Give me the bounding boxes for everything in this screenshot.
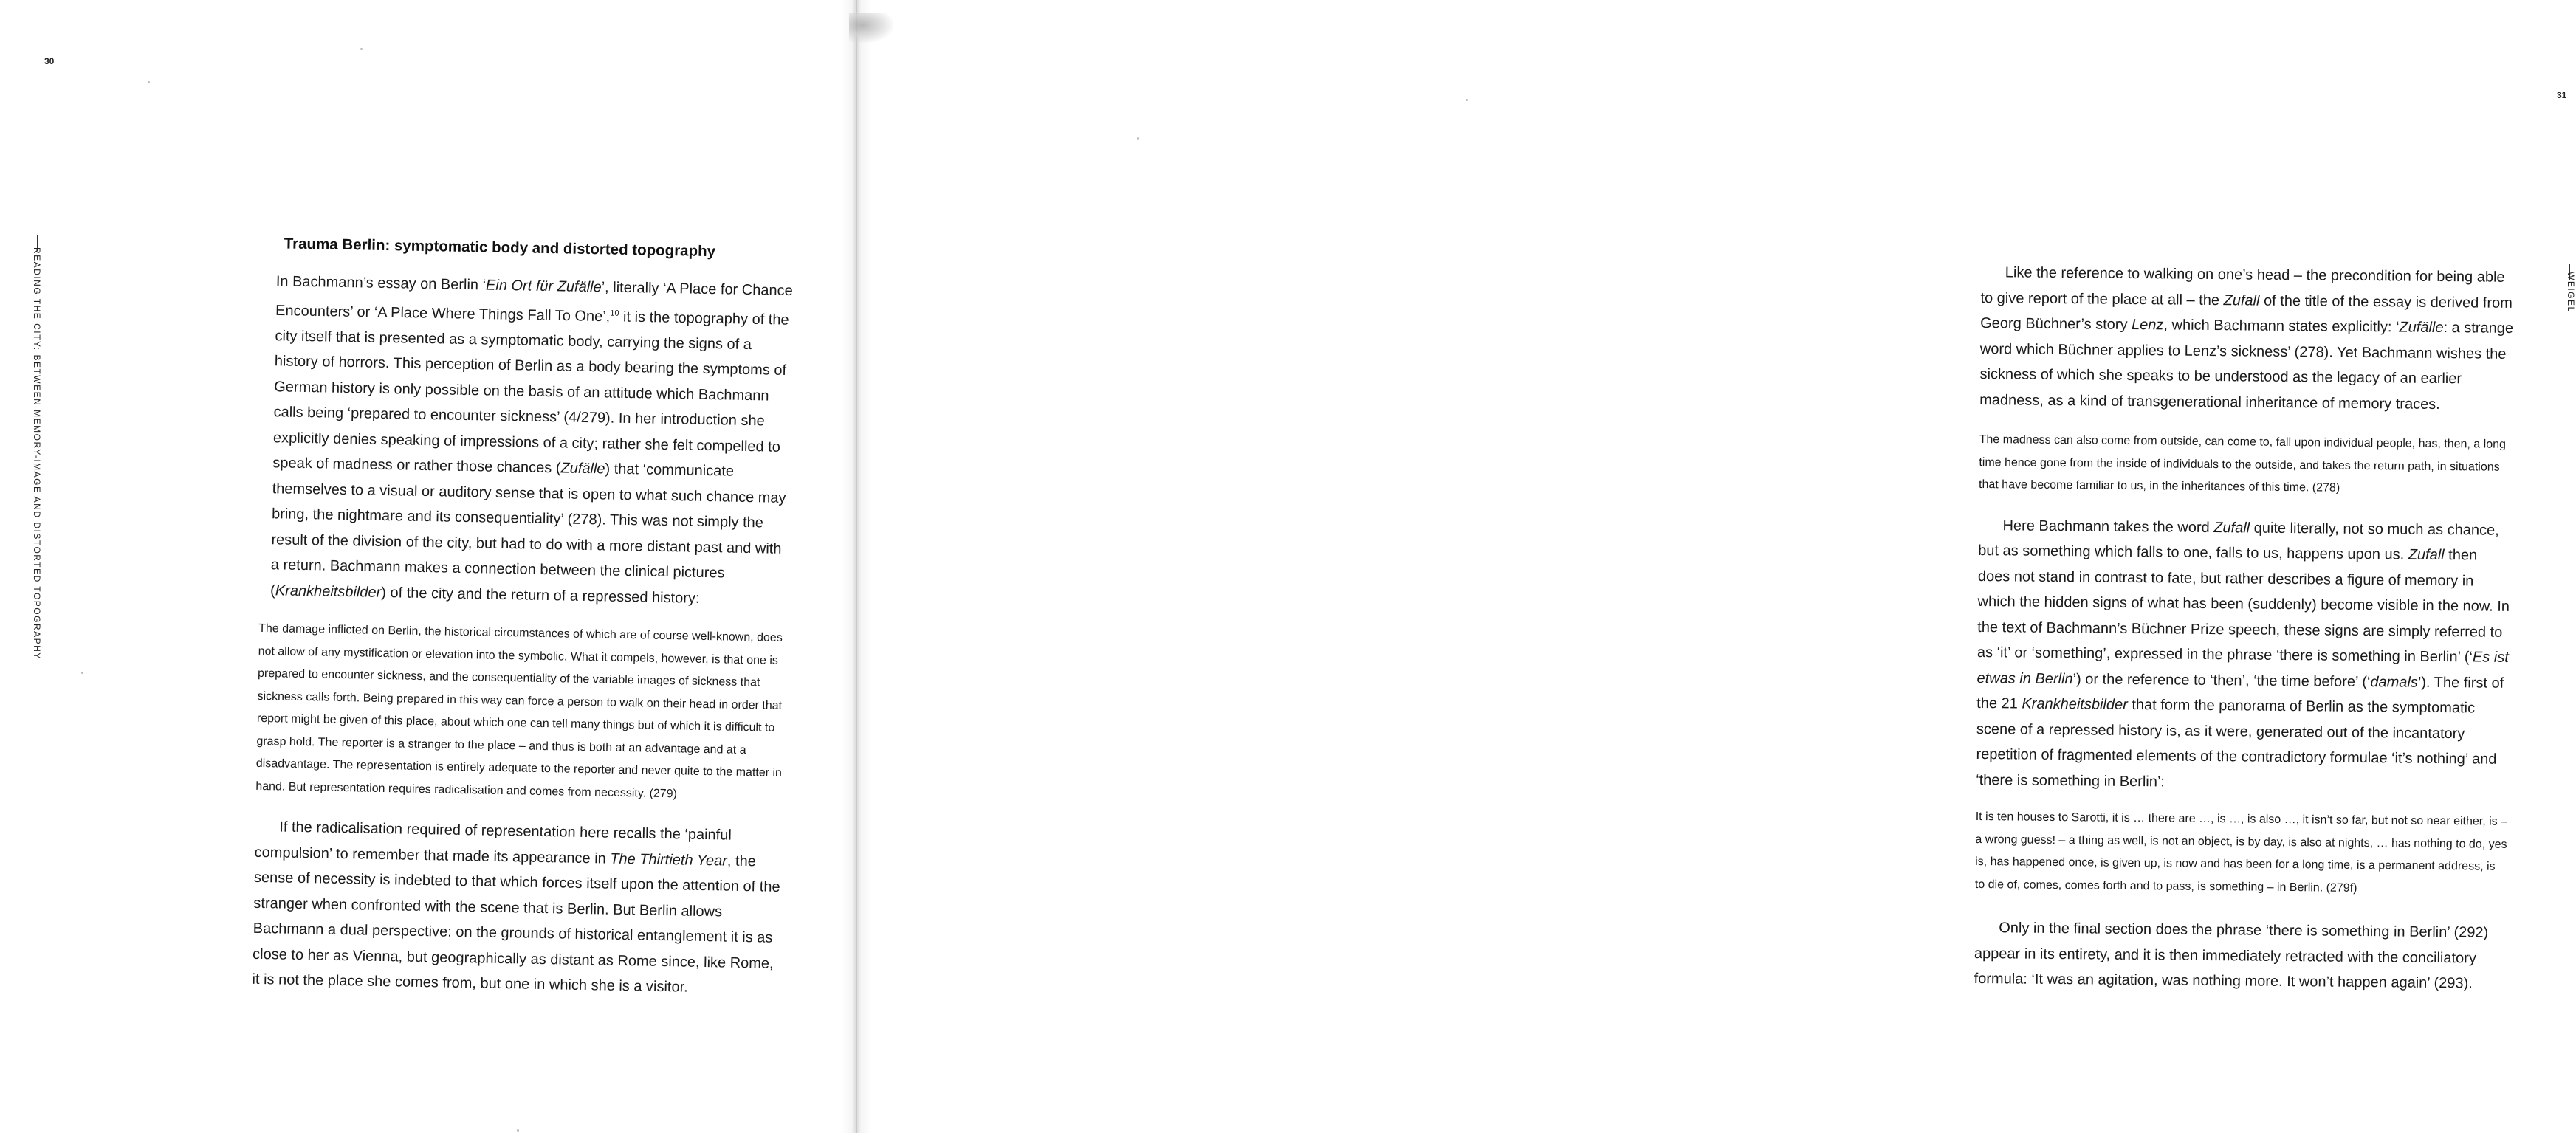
p4-text-3: then does not stand in contrast to fate, but rather describes a figure of memory in which the hidden signs of what has been (suddenly) become visible in the now. In the text of Bachmann’s Büchner Prize speech, these signs are simply referred to as ‘it’ or ‘something’, expressed in the phrase ‘there is something in Berlin’ (‘ [1976,547,2510,666]
p1-text-1: In Bachmann’s essay on Berlin ‘ [275,273,487,294]
p1-text-4: ) that ‘communicate themselves to a visual or auditory sense that is open to what such chance may bring, the nightmare and its consequentiality’ (278). This was not simply the result of the division of the city, but had to do with a more distant past and with a return. Bachmann makes a connection between the clinical pictures ( [269,461,786,599]
p2-text-1: If the radicalisation required of representation here recalls the ‘painful compulsion’ to remember that made its appearance in [254,819,732,867]
section-heading: Trauma Berlin: symptomatic body and distorted topography [284,235,716,261]
p4-italic-zufall-2: Zufall [2408,546,2445,564]
p1-italic-title: Ein Ort für Zufälle [485,277,602,296]
scan-speck [360,48,363,50]
paragraph-1 [270,269,797,613]
p3-text-3: , which Bachmann states explicitly: ‘ [2163,317,2400,336]
p1-text-5: ) of the city and the return of a repressed history: [381,584,700,607]
paragraph-4 [1976,512,2512,797]
p4-text-5: ’). The first of the 21 [1976,674,2504,712]
footnote-ref-10: 10 [610,309,619,318]
left-page [0,0,849,1133]
scan-speck [1466,99,1468,101]
page-number-right: 31 [2557,90,2567,100]
block-quote-3: It is ten houses to Sarotti, it is … there are …, is …, is also …, it isn’t so far, but not so near either, is – a wrong guess! – a thing as well, is not an object, is by day, is also at nights, … has nothing to do, yes is, has happened once, is given up, is now and has been for a long time, is a permanent address, is to die of, comes, comes forth and to pass, is something – in Berlin. (279f) [1974,810,2508,895]
left-text-column [252,235,797,1002]
page-number-left: 30 [44,56,55,66]
p1-text-3: it is the topography of the city itself that is presented as a symptomatic body, carrying the signs of a history of horrors. This perception of Berlin as a body bearing the symptoms of German history is only possible on the basis of an attitude which Bachmann calls being ‘prepared to encounter sickness’ (4/279). In her introduction she explicitly denies speaking of impressions of a city; rather she felt compelled to speak of madness or rather those chances ( [272,308,789,477]
p4-italic-krankheitsbilder: Krankheitsbilder [2022,695,2128,713]
p4-text-4: ’) or the reference to ‘then’, ‘the time before’ (‘ [2072,670,2371,690]
p1-italic-krankheitsbilder: Krankheitsbilder [275,582,382,601]
p4-text-1: Here Bachmann takes the word [2002,517,2214,536]
paragraph-2 [252,814,786,1002]
block-quote-2: The madness can also come from outside, can come to, fall upon individual people, has, then, a long time hence gone from the inside of individuals to the outside, and takes the return path, in situations that have become familiar to us, in the inheritances of this time. (278) [1978,433,2507,495]
running-head-left: READING THE CITY: BETWEEN MEMORY-IMAGE AND DISTORTED TOPOGRAPHY [32,247,42,660]
p1-text-2: ’, literally ‘A Place for Chance Encounters’ or ‘A Place Where Things Fall To One’, [275,279,793,325]
scan-speck [81,672,83,674]
block-quote-1: The damage inflicted on Berlin, the historical circumstances of which are of course well-known, does not allow of any mystification or elevation into the symbolic. What it compels, however, is that one is prepared to encounter sickness, and the consequentiality of the variable images of sickness that sickness calls forth. Being prepared in this way can force a person to walk on their head in order that report might be given of this place, about which one can tell many things but of which it is difficult to grasp hold. The reporter is a stranger to the place – and thus is both at an advantage and at a disadvantage. The representation is entirely adequate to the reporter and never quite to the matter in hand. But representation requires radicalisation and comes from necessity. (279) [255,622,783,800]
p3-italic-zufall: Zufall [2223,292,2260,309]
p1-italic-zufaelle: Zufälle [560,460,605,478]
p3-text-4: : a strange word which Büchner applies to Lenz’s sickness’ (278). Yet Bachmann wishes the sickness of which she speaks to be understood as the legacy of an earlier madness, as a kind of transgenerational inheritance of memory traces. [1979,320,2514,413]
paragraph-3 [1979,260,2514,418]
p3-text-2: of the title of the essay is derived from Georg Büchner’s story [1980,292,2513,333]
paragraph-5: Only in the final section does the phrase ‘there is something in Berlin’ (292) appear in its entirety, and it is then immediately retracted with the conciliatory formula: ‘It was an agitation, was nothing more. It won’t happen again’ (293). [1974,920,2489,992]
scan-speck [1137,137,1139,140]
right-page [868,0,2576,1133]
p4-italic-es-ist-etwas: Es ist etwas in Berlin [1976,649,2509,687]
p3-text-1: Like the reference to walking on one’s head – the precondition for being able to give report of the place at all – the [1980,264,2505,309]
running-head-right: WEIGEL [2566,272,2576,313]
right-text-column [1974,260,2513,996]
p4-text-2: quite literally, not so much as chance, but as something which falls to one, falls to us, happens upon us. [1978,520,2499,563]
p2-text-2: , the sense of necessity is indebted to that which forces itself upon the attention of the stranger when confronted with the scene that is Berlin. But Berlin allows Bachmann a dual perspective: on the grounds of historical entanglement it is as close to her as Vienna, but geographically as distant as Rome since, like Rome, it is not the place she comes from, but one in which she is a visitor. [252,853,780,996]
p4-italic-zufall-1: Zufall [2213,519,2250,537]
scan-speck [517,1129,519,1132]
scan-speck [148,81,150,83]
p4-italic-damals: damals [2370,673,2418,691]
book-gutter [842,0,871,1133]
p4-text-6: that form the panorama of Berlin as the symptomatic scene of a repressed history is, as it were, generated out of the incantatory repetition of fragmented elements of the contradictory formulae ‘it’s nothing’ and ‘there is something in Berlin’: [1976,696,2497,790]
p3-italic-zufaelle: Zufälle [2399,319,2444,337]
p3-italic-lenz: Lenz [2131,316,2164,334]
p2-italic-title: The Thirtieth Year [610,850,728,869]
